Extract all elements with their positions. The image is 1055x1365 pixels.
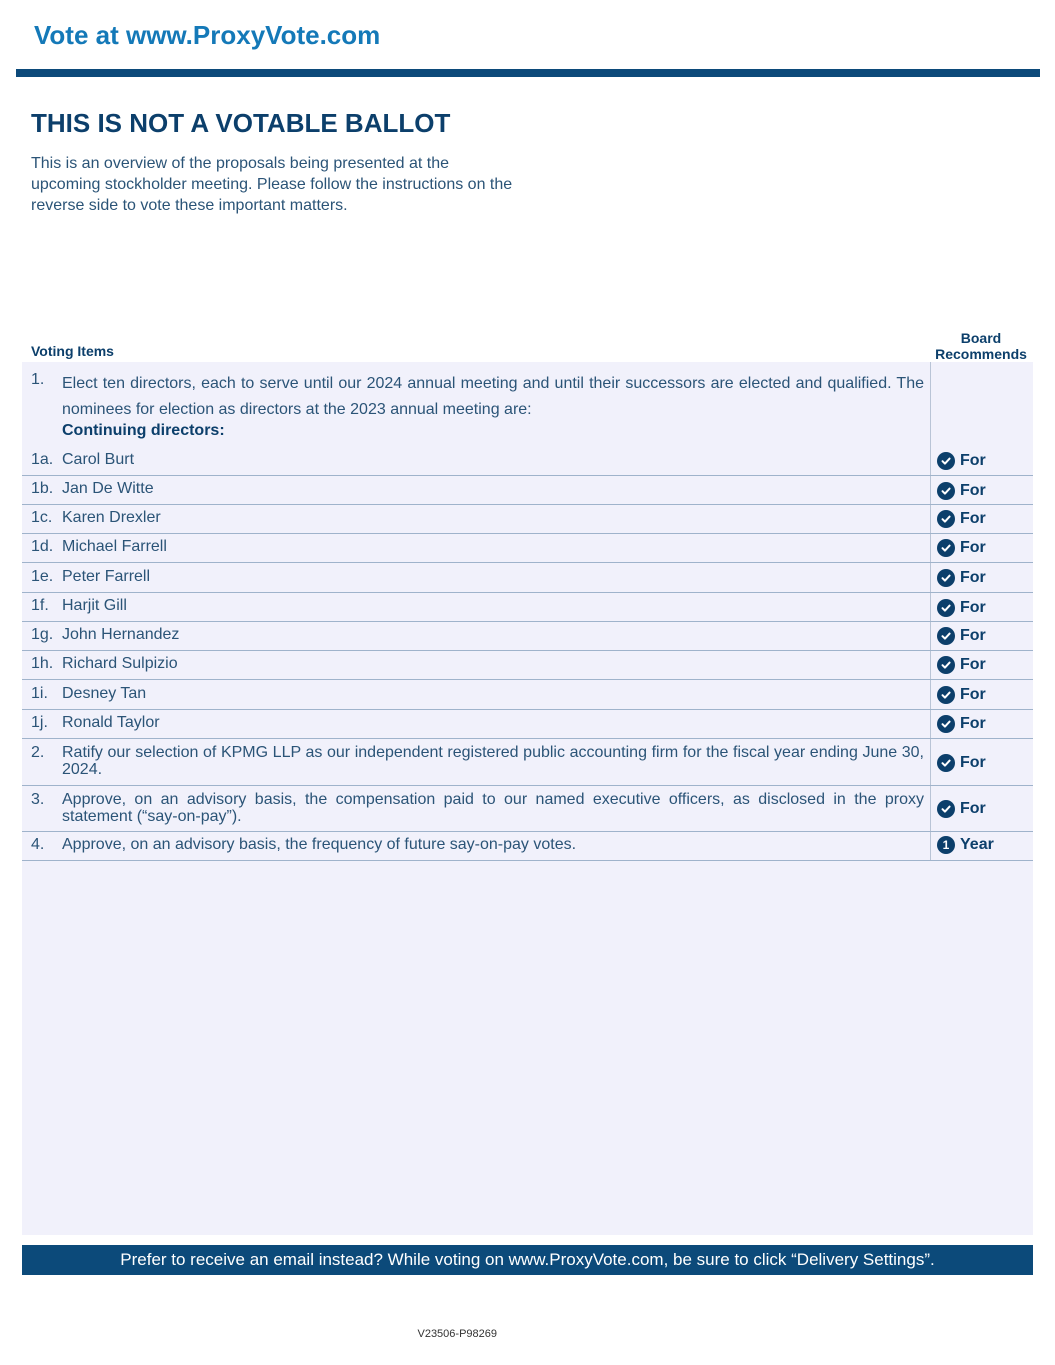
director-name: Harjit Gill <box>62 597 127 614</box>
checkmark-icon <box>937 482 955 500</box>
director-number: 1b. <box>31 480 54 497</box>
checkmark-icon <box>937 452 955 470</box>
recommendation <box>937 569 986 587</box>
page-title: Vote at www.ProxyVote.com <box>34 20 381 50</box>
item-2-number: 2. <box>31 744 45 761</box>
director-name: Michael Farrell <box>62 538 167 555</box>
director-name: Ronald Taylor <box>62 714 160 731</box>
recommendation-label: For <box>960 656 986 673</box>
voting-items-header: Voting Items <box>31 343 114 359</box>
item-3-number: 3. <box>31 791 45 808</box>
director-name: Desney Tan <box>62 685 147 702</box>
recommendation-label: For <box>960 627 986 644</box>
notice-heading: THIS IS NOT A VOTABLE BALLOT <box>31 108 451 138</box>
number-one-badge-label: 1 <box>942 838 950 852</box>
director-row <box>22 476 1033 505</box>
item-3-text: Approve, on an advisory basis, the compensation paid to our named executive officers, as disclosed in the proxy statement (“say-on-pay”). <box>62 791 924 825</box>
director-row <box>22 593 1033 622</box>
director-row <box>22 563 1033 593</box>
director-row <box>22 710 1033 739</box>
director-number: 1c. <box>31 509 53 526</box>
director-number: 1i. <box>31 685 48 702</box>
item-1-row <box>22 362 1033 446</box>
notice-intro: This is an overview of the proposals being presented at the upcoming stockholder meeting. Please follow the instructions on the reverse side to vote these important matters. <box>31 155 513 214</box>
recommendation-label: For <box>960 686 986 703</box>
recommendation <box>937 539 986 557</box>
item-1-subheading: Continuing directors: <box>62 422 225 439</box>
director-row <box>22 446 1033 476</box>
checkmark-icon <box>937 686 955 704</box>
recommendation-label: For <box>960 510 986 527</box>
recommendation-label: For <box>960 715 986 732</box>
recommendation-label: Year <box>960 836 994 853</box>
director-row <box>22 622 1033 651</box>
checkmark-icon <box>937 510 955 528</box>
board-recommends-header <box>930 330 1032 362</box>
director-row <box>22 651 1033 680</box>
recommendation <box>937 452 986 470</box>
recommendation <box>937 510 986 528</box>
recommendation-label: For <box>960 800 986 817</box>
checkmark-icon <box>937 627 955 645</box>
checkmark-icon <box>937 539 955 557</box>
checkmark-icon <box>937 715 955 733</box>
recommendation <box>937 627 986 645</box>
director-number: 1e. <box>31 568 54 585</box>
director-row <box>22 534 1033 563</box>
header-rule <box>16 69 1040 77</box>
director-name: John Hernandez <box>62 626 180 643</box>
director-number: 1h. <box>31 655 54 672</box>
item-4-text: Approve, on an advisory basis, the frequency of future say-on-pay votes. <box>62 836 577 853</box>
director-row <box>22 505 1033 534</box>
delivery-settings-banner: Prefer to receive an email instead? While voting on www.ProxyVote.com, be sure to click “Delivery Settings”. <box>22 1245 1033 1275</box>
checkmark-icon <box>937 754 955 772</box>
director-number: 1d. <box>31 538 54 555</box>
recommendation-label: For <box>960 599 986 616</box>
item-4-number: 4. <box>31 836 45 853</box>
item-2-row <box>22 739 1033 786</box>
director-name: Jan De Witte <box>62 480 154 497</box>
recommendation-label: For <box>960 754 986 771</box>
director-row <box>22 680 1033 710</box>
director-number: 1a. <box>31 451 54 468</box>
recommendation <box>937 754 986 772</box>
recommendation <box>937 715 986 733</box>
board-recommends-line1: Board <box>960 330 1002 346</box>
director-name: Richard Sulpizio <box>62 655 178 672</box>
recommendation-label: For <box>960 482 986 499</box>
item-1-number: 1. <box>31 371 45 388</box>
checkmark-icon <box>937 656 955 674</box>
number-one-icon <box>937 836 955 854</box>
recommendation <box>937 656 986 674</box>
recommendation <box>937 599 986 617</box>
checkmark-icon <box>937 800 955 818</box>
director-number: 1j. <box>31 714 48 731</box>
recommendation <box>937 482 986 500</box>
director-number: 1g. <box>31 626 54 643</box>
director-number: 1f. <box>31 597 49 614</box>
board-recommends-line2: Recommends <box>935 346 1027 362</box>
director-name: Peter Farrell <box>62 568 151 585</box>
item-2-text: Ratify our selection of KPMG LLP as our independent registered public accounting firm for the fiscal year ending June 30, 2024. <box>62 744 924 778</box>
document-code: V23506-P98269 <box>417 1328 497 1340</box>
recommendation <box>937 686 986 704</box>
recommendation-label: For <box>960 539 986 556</box>
checkmark-icon <box>937 569 955 587</box>
item-1-text: Elect ten directors, each to serve until our 2024 annual meeting and until their successors are elected and qualified. The nominees for election as directors at the 2023 annual meeting are: <box>62 375 924 418</box>
item-3-row <box>22 786 1033 832</box>
director-name: Carol Burt <box>62 451 135 468</box>
checkmark-icon <box>937 599 955 617</box>
director-name: Karen Drexler <box>62 509 161 526</box>
recommendation-label: For <box>960 452 986 469</box>
recommendation <box>937 800 986 818</box>
recommendation-label: For <box>960 569 986 586</box>
recommendation <box>937 836 994 854</box>
item-4-row <box>22 832 1033 861</box>
